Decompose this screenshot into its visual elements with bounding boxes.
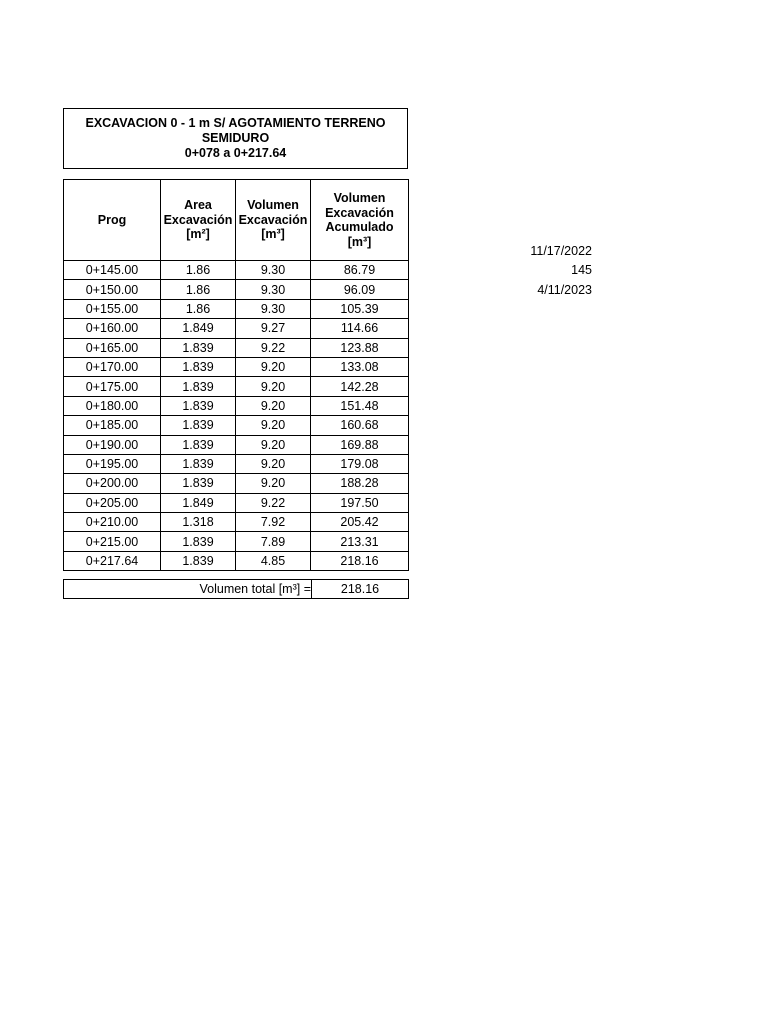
- cell-area: 1.86: [161, 261, 236, 280]
- cell-area: 1.839: [161, 474, 236, 493]
- cell-prog: 0+217.64: [64, 551, 161, 570]
- cell-prog: 0+145.00: [64, 261, 161, 280]
- cell-acumulado: 114.66: [311, 319, 409, 338]
- cell-area: 1.318: [161, 513, 236, 532]
- cell-volumen: 7.89: [236, 532, 311, 551]
- total-label: Volumen total [m³] =: [199, 582, 311, 596]
- cell-area: 1.839: [161, 338, 236, 357]
- cell-volumen: 9.22: [236, 338, 311, 357]
- title-line-3: 0+078 a 0+217.64: [184, 146, 287, 160]
- table-row: [64, 357, 409, 376]
- cell-acumulado: 218.16: [311, 551, 409, 570]
- cell-area: 1.86: [161, 299, 236, 318]
- side-number: 145: [571, 263, 592, 277]
- table-row: [64, 319, 409, 338]
- cell-prog: 0+175.00: [64, 377, 161, 396]
- table-row: [64, 493, 409, 512]
- cell-acumulado: 179.08: [311, 454, 409, 473]
- cell-volumen: 9.27: [236, 319, 311, 338]
- table-row: [64, 513, 409, 532]
- cell-acumulado: 86.79: [311, 261, 409, 280]
- cell-area: 1.86: [161, 280, 236, 299]
- cell-area: 1.849: [161, 319, 236, 338]
- cell-acumulado: 96.09: [311, 280, 409, 299]
- cell-acumulado: 213.31: [311, 532, 409, 551]
- cell-acumulado: 160.68: [311, 416, 409, 435]
- cell-volumen: 9.20: [236, 435, 311, 454]
- cell-volumen: 9.30: [236, 261, 311, 280]
- table-row: [64, 435, 409, 454]
- table-row: [64, 396, 409, 415]
- table-row: [64, 280, 409, 299]
- cell-volumen: 9.30: [236, 280, 311, 299]
- cell-area: 1.839: [161, 435, 236, 454]
- cell-area: 1.839: [161, 357, 236, 376]
- cell-prog: 0+150.00: [64, 280, 161, 299]
- table-row: [64, 377, 409, 396]
- cell-prog: 0+205.00: [64, 493, 161, 512]
- cell-prog: 0+180.00: [64, 396, 161, 415]
- cell-area: 1.839: [161, 532, 236, 551]
- cell-area: 1.839: [161, 377, 236, 396]
- cell-acumulado: 133.08: [311, 357, 409, 376]
- cell-volumen: 4.85: [236, 551, 311, 570]
- cell-acumulado: 169.88: [311, 435, 409, 454]
- table-title: [63, 108, 408, 169]
- table-row: [64, 532, 409, 551]
- cell-prog: 0+160.00: [64, 319, 161, 338]
- cell-acumulado: 197.50: [311, 493, 409, 512]
- cell-acumulado: 142.28: [311, 377, 409, 396]
- cell-volumen: 9.20: [236, 377, 311, 396]
- table-row: [64, 454, 409, 473]
- cell-acumulado: 105.39: [311, 299, 409, 318]
- header-prog: Prog: [64, 180, 161, 261]
- cell-prog: 0+200.00: [64, 474, 161, 493]
- side-date-1: 11/17/2022: [530, 244, 592, 258]
- header-area: Area Excavación [m²]: [161, 180, 236, 261]
- cell-volumen: 9.20: [236, 416, 311, 435]
- cell-volumen: 7.92: [236, 513, 311, 532]
- excavation-table: [63, 179, 409, 571]
- table-header-row: [64, 180, 409, 261]
- cell-area: 1.839: [161, 454, 236, 473]
- cell-volumen: 9.20: [236, 474, 311, 493]
- header-volumen-acumulado: Volumen Excavación Acumulado [m³]: [311, 180, 409, 261]
- cell-volumen: 9.30: [236, 299, 311, 318]
- total-row: [63, 579, 409, 599]
- cell-acumulado: 205.42: [311, 513, 409, 532]
- side-date-2: 4/11/2023: [537, 283, 592, 297]
- cell-area: 1.839: [161, 396, 236, 415]
- cell-volumen: 9.20: [236, 454, 311, 473]
- table-row: [64, 474, 409, 493]
- table-row: [64, 551, 409, 570]
- cell-prog: 0+170.00: [64, 357, 161, 376]
- header-volumen: Volumen Excavación [m³]: [236, 180, 311, 261]
- table-row: [64, 261, 409, 280]
- cell-area: 1.839: [161, 551, 236, 570]
- title-line-2: SEMIDURO: [201, 131, 270, 145]
- table-row: [64, 416, 409, 435]
- total-value: 218.16: [311, 580, 408, 598]
- cell-volumen: 9.20: [236, 396, 311, 415]
- cell-area: 1.839: [161, 416, 236, 435]
- cell-prog: 0+215.00: [64, 532, 161, 551]
- cell-prog: 0+185.00: [64, 416, 161, 435]
- cell-prog: 0+190.00: [64, 435, 161, 454]
- cell-prog: 0+155.00: [64, 299, 161, 318]
- cell-acumulado: 188.28: [311, 474, 409, 493]
- cell-prog: 0+195.00: [64, 454, 161, 473]
- cell-prog: 0+210.00: [64, 513, 161, 532]
- title-line-1: EXCAVACION 0 - 1 m S/ AGOTAMIENTO TERRENO: [85, 116, 386, 130]
- cell-area: 1.849: [161, 493, 236, 512]
- cell-prog: 0+165.00: [64, 338, 161, 357]
- table-row: [64, 338, 409, 357]
- cell-acumulado: 151.48: [311, 396, 409, 415]
- cell-volumen: 9.22: [236, 493, 311, 512]
- cell-acumulado: 123.88: [311, 338, 409, 357]
- cell-volumen: 9.20: [236, 357, 311, 376]
- table-row: [64, 299, 409, 318]
